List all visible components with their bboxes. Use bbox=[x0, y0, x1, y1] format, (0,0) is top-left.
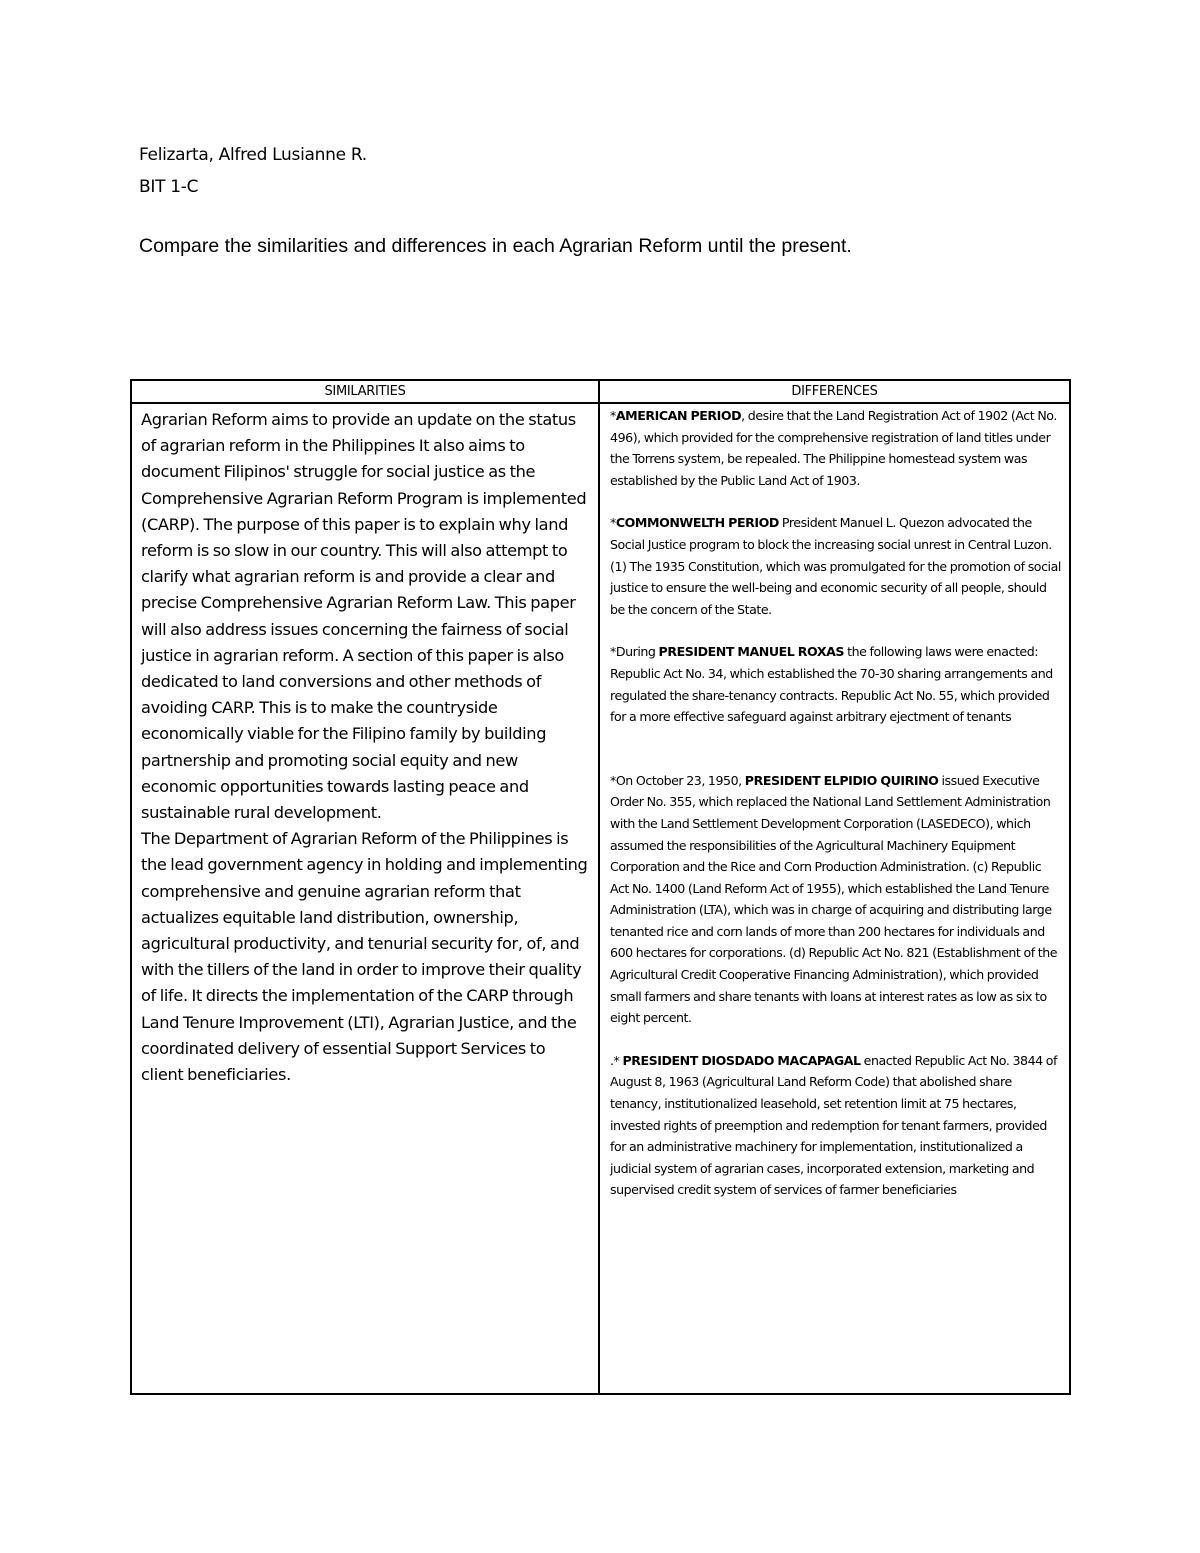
entry-text: the following laws were enacted: Republic Act No. 34, which established the 70-30 sharing arrangements and regulated the share-tenancy contracts. Republic Act No. 55, which provided for a more effective safeguard against arbitrary ejectment of tenants bbox=[610, 644, 1053, 725]
entry-spacer bbox=[610, 728, 1061, 770]
entry-spacer bbox=[610, 620, 1061, 641]
entry-period: PRESIDENT MANUEL ROXAS bbox=[658, 644, 845, 660]
entry-text: issued Executive Order No. 355, which replaced the National Land Settlement Administration with the Land Settlement Development Corporation (LASEDECO), which assumed the responsibilities of the Agricultural Machinery Equipment Corporation and the Rice and Corn Production Administration. (c) Republic Act No. 1400 (Land Reform Act of 1955), which established the Land Tenure Administration (LTA), which was in charge of acquiring and distributing large tenanted rice and corn lands of more than 200 hectares for individuals and 600 hectares for corporations. (d) Republic Act No. 821 (Establishment of the Agricultural Credit Cooperative Financing Administration), which provided small farmers and share tenants with loans at interest rates as low as six to eight percent. bbox=[610, 772, 1058, 1026]
difference-entry-quirino bbox=[610, 770, 1061, 1029]
entry-period: PRESIDENT ELPIDIO QUIRINO bbox=[744, 772, 939, 788]
entry-prefix: * bbox=[610, 408, 616, 423]
entry-text: President Manuel L. Quezon advocated the Social Justice program to block the increasing social unrest in Central Luzon. (1) The 1935 Constitution, which was promulgated for the promotion of social justice to ensure the well-being and economic security of all people, should be the concern of the State. bbox=[610, 515, 1061, 617]
entry-period: AMERICAN PERIOD bbox=[615, 408, 742, 423]
entry-spacer bbox=[610, 1029, 1061, 1050]
entry-period: COMMONWELTH PERIOD bbox=[615, 515, 779, 531]
entry-prefix: *On October 23, 1950, bbox=[610, 772, 745, 788]
entry-prefix: * bbox=[610, 515, 616, 531]
assignment-prompt: Compare the similarities and differences in each Agrarian Reform until the present. bbox=[139, 235, 852, 257]
similarities-paragraph: Agrarian Reform aims to provide an update on the status of agrarian reform in the Philippines It also aims to document Filipinos' struggle for social justice as the Comprehensive Agrarian Reform Program is implemented (CARP). The purpose of this paper is to explain why land reform is so slow in our country. This will also attempt to clarify what agrarian reform is and provide a clear and precise Comprehensive Agrarian Reform Law. This paper will also address issues concerning the fairness of social justice in agrarian reform. A section of this paper is also dedicated to land conversions and other methods of avoiding CARP. This is to make the countryside economically viable for the Filipino family by building partnership and promoting social equity and new economic opportunities towards lasting peace and sustainable rural development. bbox=[141, 410, 587, 823]
similarities-header: SIMILARITIES bbox=[132, 381, 600, 404]
similarities-paragraph: The Department of Agrarian Reform of the Philippines is the lead government agency in holding and implementing comprehensive and genuine agrarian reform that actualizes equitable land distribution, ownership, agricultural productivity, and tenurial security for, of, and with the tillers of the land in order to improve their quality of life. It directs the implementation of the CARP through Land Tenure Improvement (LTI), Agrarian Justice, and the coordinated delivery of essential Support Services to client beneficiaries. bbox=[141, 829, 588, 1085]
entry-text: , desire that the Land Registration Act of 1902 (Act No. 496), which provided for the comprehensive registration of land titles under the Torrens system, be repealed. The Philippine homestead system was established by the Public Land Act of 1903. bbox=[610, 408, 1057, 488]
entry-prefix: .* bbox=[610, 1052, 623, 1068]
difference-entry-american bbox=[610, 405, 1061, 491]
difference-entry-roxas bbox=[610, 641, 1061, 727]
similarities-cell bbox=[132, 404, 600, 1393]
comparison-table bbox=[130, 379, 1071, 1395]
course-section: BIT 1-C bbox=[139, 177, 199, 197]
differences-header: DIFFERENCES bbox=[600, 381, 1069, 404]
author-name: Felizarta, Alfred Lusianne R. bbox=[139, 145, 367, 165]
entry-spacer bbox=[610, 491, 1061, 512]
entry-prefix: *During bbox=[610, 644, 659, 660]
entry-period: PRESIDENT DIOSDADO MACAPAGAL bbox=[622, 1052, 861, 1068]
differences-cell bbox=[600, 404, 1069, 1393]
difference-entry-commonwealth bbox=[610, 512, 1061, 620]
difference-entry-macapagal bbox=[610, 1050, 1061, 1201]
entry-text: enacted Republic Act No. 3844 of August 8, 1963 (Agricultural Land Reform Code) that abolished share tenancy, institutionalized leasehold, set retention limit at 75 hectares, invested rights of preemption and redemption for tenant farmers, provided for an administrative machinery for implementation, institutionalized a judicial system of agrarian cases, incorporated extension, marketing and supervised credit system of services of farmer beneficiaries bbox=[610, 1052, 1057, 1198]
